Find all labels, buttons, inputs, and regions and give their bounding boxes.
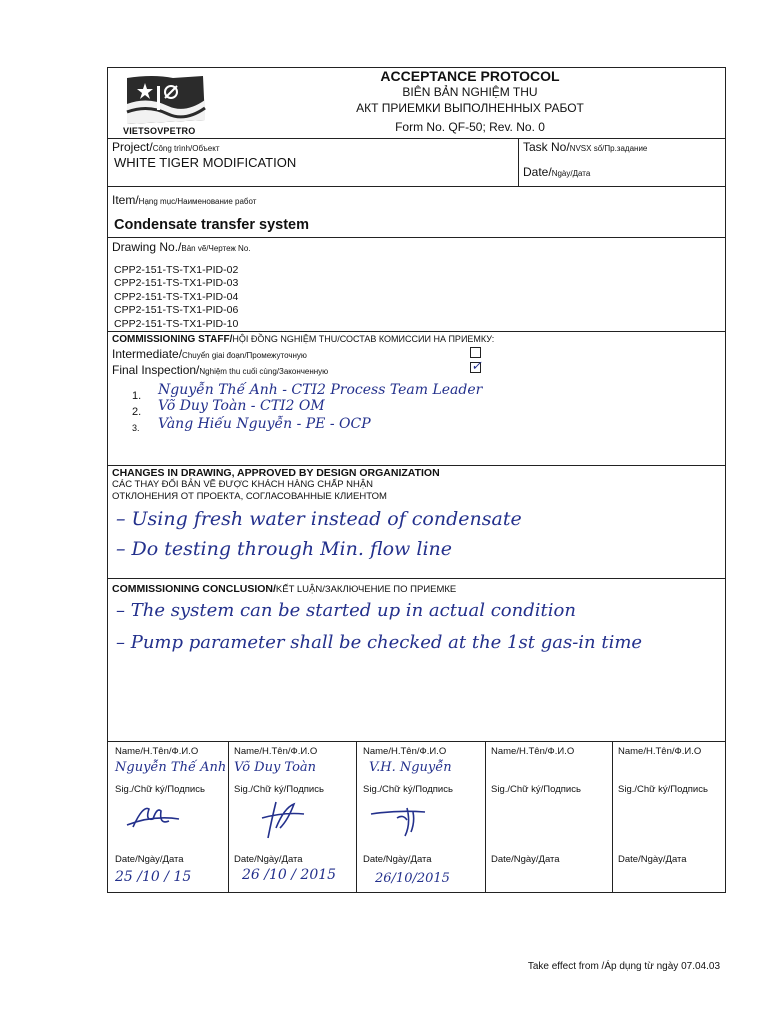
sig-label: Sig./Chữ ký/Подпись — [618, 784, 708, 795]
sig-label: Sig./Chữ ký/Подпись — [115, 784, 205, 795]
form-title-ru: АКТ ПРИЕМКИ ВЫПОЛНЕННЫХ РАБОТ — [356, 101, 584, 115]
sig-label: Sig./Chữ ký/Подпись — [491, 784, 581, 795]
name-label: Name/H.Tên/Ф.И.О — [618, 746, 702, 757]
name-label: Name/H.Tên/Ф.И.О — [234, 746, 318, 757]
date-label: Date/Ngày/Дата — [115, 854, 184, 865]
item-label: Item/Hạng mục/Наименование работ — [112, 193, 257, 207]
signer-name: V.H. Nguyễn — [369, 760, 452, 775]
conclusion-line: – Pump parameter shall be checked at the 1st gas-in time — [116, 632, 643, 653]
name-label: Name/H.Tên/Ф.И.О — [115, 746, 199, 757]
staff-member: 2. Võ Duy Toàn - CTI2 OM — [132, 398, 325, 418]
staff-member-list — [132, 382, 483, 434]
signature-column — [363, 746, 481, 892]
signature-mark — [123, 801, 183, 837]
date-label: Date/Ngày/Дата — [618, 854, 687, 865]
conclusion-heading: COMMISSIONING CONCLUSION/KẾT LUẬN/ЗАКЛЮЧЕНИЕ ПО ПРИЕМКЕ — [112, 583, 457, 595]
signer-name: Võ Duy Toàn — [234, 760, 317, 775]
form-title-vi: BIÊN BẢN NGHIỆM THU — [402, 85, 538, 99]
name-label: Name/H.Tên/Ф.И.О — [491, 746, 575, 757]
changes-heading: CHANGES IN DRAWING, APPROVED BY DESIGN ORGANIZATION — [112, 467, 440, 479]
changes-heading-vi: CÁC THAY ĐỔI BẢN VẼ ĐƯỢC KHÁCH HÀNG CHẤP NHẬN — [112, 479, 374, 490]
name-label: Name/H.Tên/Ф.И.О — [363, 746, 447, 757]
sig-label: Sig./Chữ ký/Подпись — [234, 784, 324, 795]
sign-date: 26/10/2015 — [375, 871, 450, 886]
sign-date: 26 /10 / 2015 — [242, 867, 337, 883]
drawing-number: CPP2-151-TS-TX1-PID-10 — [114, 317, 239, 330]
date-label: Date/Ngày/Дата — [234, 854, 303, 865]
staff-member: 1. Nguyễn Thế Anh - CTI2 Process Team Leader — [132, 382, 483, 402]
signature-column — [491, 746, 609, 892]
change-line: – Using fresh water instead of condensate — [116, 508, 522, 530]
drawing-number: CPP2-151-TS-TX1-PID-02 — [114, 264, 239, 276]
logo-text: VIETSOVPETRO — [123, 126, 196, 136]
effective-date-note: Take effect from /Áp dụng từ ngày 07.04.03 — [527, 961, 720, 972]
item-value: Condensate transfer system — [114, 217, 310, 233]
date-label: Date/Ngày/Дата — [491, 854, 560, 865]
commissioning-staff-heading: COMMISSIONING STAFF/HỘI ĐỒNG NGHIỆM THU/СОСТАВ КОМИССИИ НА ПРИЕМКУ: — [112, 334, 495, 345]
conclusion-line: – The system can be started up in actual condition — [116, 600, 576, 621]
changes-heading-ru: ОТКЛОНЕНИЯ ОТ ПРОЕКТА, СОГЛАСОВАННЫЕ КЛИЕНТОМ — [112, 491, 387, 502]
form-number: Form No. QF-50; Rev. No. 0 — [395, 120, 545, 134]
signature-mark — [367, 800, 437, 840]
signer-name: Nguyễn Thế Anh — [115, 760, 227, 775]
intermediate-label: Intermediate/Chuyển giai đoạn/Промежуточную — [112, 347, 307, 361]
signature-column — [115, 746, 225, 892]
signature-mark — [254, 798, 314, 842]
form-title: ACCEPTANCE PROTOCOL — [380, 68, 560, 84]
drawing-number: CPP2-151-TS-TX1-PID-04 — [114, 290, 239, 303]
change-line: – Do testing through Min. flow line — [116, 538, 452, 560]
date-label: Date/Ngày/Дата — [523, 165, 591, 179]
signature-column — [618, 746, 723, 892]
sig-label: Sig./Chữ ký/Подпись — [363, 784, 453, 795]
signature-column — [234, 746, 352, 892]
drawing-number: CPP2-151-TS-TX1-PID-03 — [114, 277, 239, 290]
project-value: WHITE TIGER MODIFICATION — [114, 155, 297, 170]
drawing-number: CPP2-151-TS-TX1-PID-06 — [114, 304, 239, 317]
drawing-label: Drawing No./Bản vẽ/Чертеж No. — [112, 240, 251, 254]
project-label: Project/Công trình/Объект — [112, 140, 220, 154]
final-inspection-checkbox[interactable]: ✓ — [471, 359, 482, 374]
task-no-label: Task No/NVSX số/Пр.задание — [523, 140, 648, 154]
staff-member: 3. Vàng Hiếu Nguyễn - PE - OCP — [132, 416, 371, 433]
final-inspection-label: Final Inspection/Nghiệm thu cuối cùng/Законченную — [112, 363, 329, 377]
drawing-number-list — [114, 264, 238, 331]
intermediate-checkbox[interactable] — [470, 347, 481, 358]
sign-date: 25 /10 / 15 — [115, 869, 192, 885]
company-logo — [123, 72, 213, 136]
date-label: Date/Ngày/Дата — [363, 854, 432, 865]
